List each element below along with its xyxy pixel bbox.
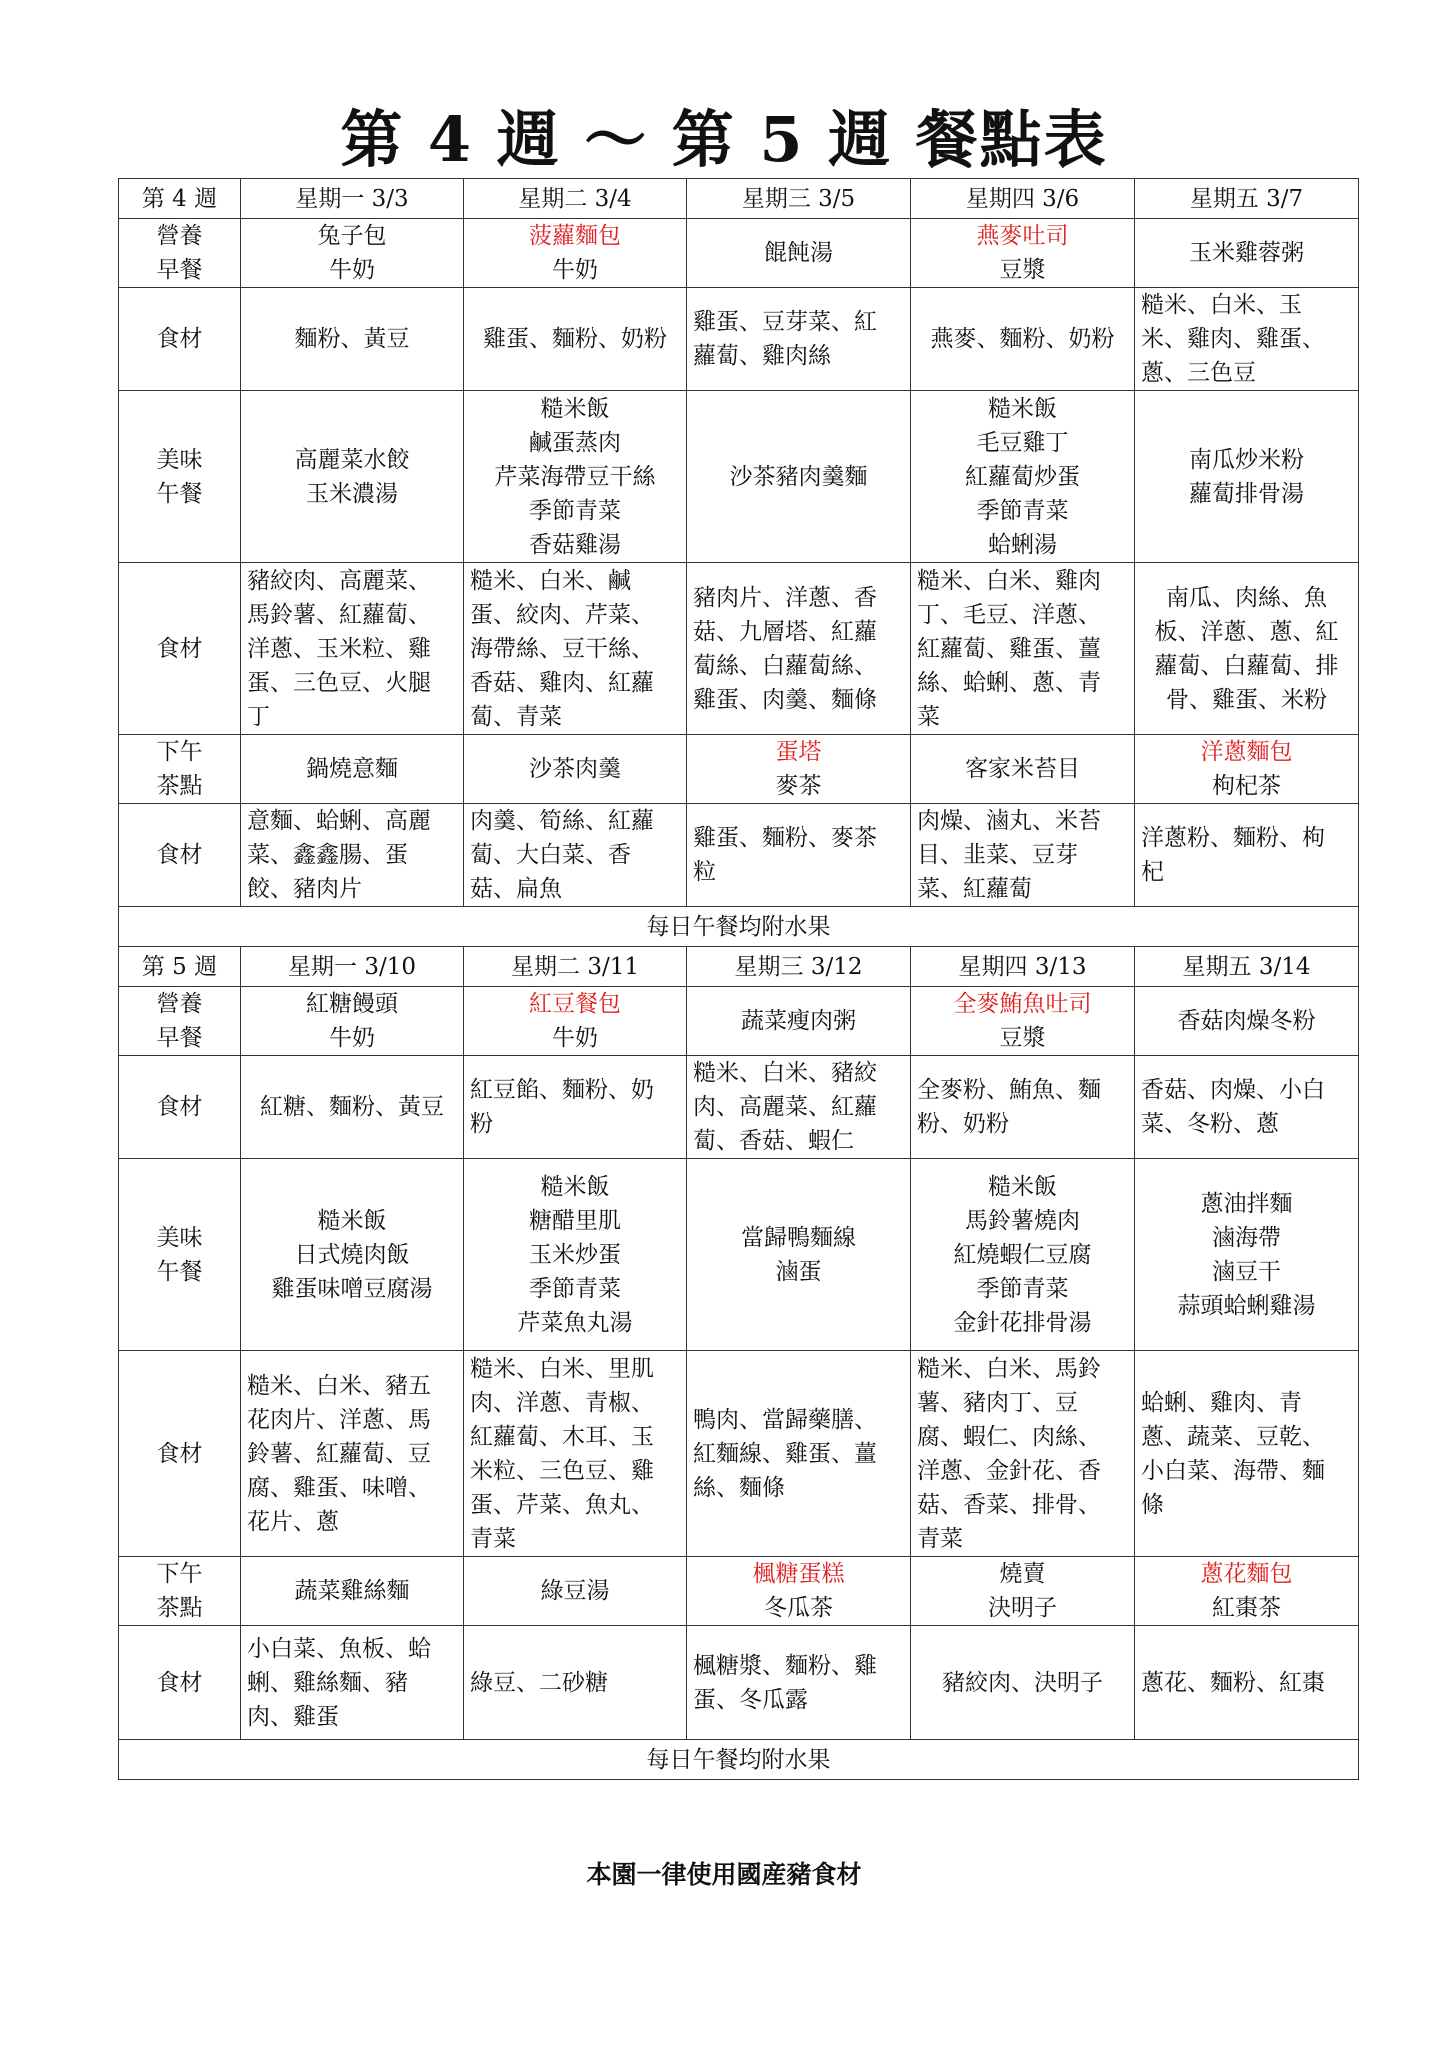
menu-item: 沙茶肉羹	[529, 756, 621, 782]
lunch-ingredients-row	[119, 1351, 1359, 1557]
menu-item: 餛飩湯	[764, 240, 833, 266]
ingredient-line: 米粒、三色豆、雞	[470, 1457, 654, 1484]
fruit-note-text: 每日午餐均附水果	[646, 913, 831, 940]
ingredient-line: 全麥粉、鮪魚、麵	[917, 1077, 1101, 1103]
menu-item: 季節青菜	[529, 1275, 621, 1302]
ingredient-line: 洋蔥、玉米粒、雞	[247, 635, 431, 662]
breakfast-cell	[1135, 219, 1359, 288]
breakfast-cell	[911, 219, 1135, 288]
menu-item: 滷豆干	[1212, 1258, 1281, 1285]
menu-item: 玉米炒蛋	[529, 1241, 621, 1268]
lunch-ingredients-cell	[241, 1351, 464, 1557]
ingredient-line: 雞蛋、肉羹、麵條	[693, 686, 877, 713]
lunch-row	[119, 391, 1359, 563]
ingredient-line: 糙米、白米、馬鈴	[917, 1355, 1101, 1382]
week-header-row	[119, 947, 1359, 987]
ingredient-line: 豬絞肉、決明子	[942, 1669, 1103, 1696]
menu-item: 玉米雞蓉粥	[1189, 240, 1304, 266]
day-header	[241, 947, 464, 987]
fruit-note	[119, 1740, 1359, 1780]
ingredient-line: 菜、紅蘿蔔	[917, 876, 1032, 902]
page-title: 第 4 週 ～ 第 5 週 餐點表	[340, 103, 1108, 176]
ingredient-line: 南瓜、肉絲、魚	[1166, 584, 1327, 611]
ingredient-line: 蔥、蔬菜、豆乾、	[1141, 1423, 1325, 1450]
ingredient-line: 洋蔥粉、麵粉、枸	[1141, 825, 1325, 851]
row-label-text: 早餐	[156, 1025, 203, 1051]
menu-item: 綠豆湯	[540, 1578, 610, 1604]
menu-item: 蔬菜雞絲麵	[294, 1578, 410, 1604]
day-header	[687, 947, 911, 987]
menu-item: 季節青菜	[976, 497, 1069, 524]
menu-item: 兔子包	[317, 223, 387, 249]
featured-item: 菠蘿麵包	[529, 223, 621, 249]
week-label-text: 第 4 週	[141, 185, 218, 212]
ingredient-line: 目、韭菜、豆芽	[917, 842, 1078, 868]
day-header-text: 星期五 3/14	[1182, 953, 1311, 980]
ingredient-line: 肉、高麗菜、紅蘿	[693, 1094, 877, 1120]
lunch-cell	[241, 1159, 464, 1351]
lunch-ingredients-cell	[464, 563, 687, 735]
snack-ingredients-cell	[464, 1626, 687, 1740]
breakfast-cell	[687, 987, 911, 1056]
lunch-ingredients-cell	[687, 563, 911, 735]
lunch-cell	[464, 1159, 687, 1351]
breakfast-ingredients-row	[119, 1056, 1359, 1159]
day-header	[911, 179, 1135, 219]
ingredient-line: 蛋、芹菜、魚丸、	[470, 1491, 654, 1518]
snack-cell	[1135, 1557, 1359, 1626]
menu-item: 糖醋里肌	[529, 1207, 621, 1234]
ingredient-line: 粉、奶粉	[917, 1111, 1009, 1137]
ingredient-line: 糙米、白米、里肌	[470, 1355, 654, 1382]
snack-row	[119, 735, 1359, 804]
ingredient-line: 蛋、三色豆、火腿	[247, 669, 431, 696]
row-label	[119, 1159, 241, 1351]
breakfast-ingredients-cell	[687, 1056, 911, 1159]
menu-item: 糙米飯	[540, 395, 610, 422]
menu-item: 蒜頭蛤蜊雞湯	[1177, 1292, 1316, 1319]
row-label-text: 食材	[156, 1094, 203, 1120]
row-label-text: 茶點	[156, 1595, 203, 1621]
day-header	[464, 179, 687, 219]
breakfast-row	[119, 987, 1359, 1056]
row-label-text: 午餐	[156, 480, 203, 507]
row-label-text: 食材	[156, 635, 203, 662]
row-label-text: 營養	[156, 991, 203, 1017]
ingredient-line: 香菇、肉燥、小白	[1141, 1077, 1325, 1103]
ingredient-line: 糙米、白米、豬絞	[693, 1060, 877, 1086]
menu-item: 紅棗茶	[1212, 1595, 1281, 1621]
ingredient-line: 菇、香菜、排骨、	[917, 1491, 1101, 1518]
row-label-text: 下午	[156, 1561, 203, 1587]
ingredient-line: 蔥花、麵粉、紅棗	[1141, 1669, 1325, 1696]
menu-item: 牛奶	[552, 257, 598, 283]
day-header-text: 星期二 3/4	[518, 185, 632, 212]
row-label-text: 食材	[156, 1669, 203, 1696]
ingredient-line: 蔔、青菜	[470, 703, 562, 730]
ingredient-line: 餃、豬肉片	[247, 876, 362, 902]
menu-item: 季節青菜	[976, 1275, 1069, 1302]
ingredient-line: 意麵、蛤蜊、高麗	[247, 808, 431, 834]
ingredient-line: 肉羹、筍絲、紅蘿	[470, 808, 654, 834]
lunch-cell	[464, 391, 687, 563]
featured-item: 燕麥吐司	[976, 223, 1069, 249]
ingredient-line: 板、洋蔥、蔥、紅	[1154, 618, 1339, 645]
menu-item: 香菇肉燥冬粉	[1177, 1008, 1316, 1034]
row-label	[119, 391, 241, 563]
row-label	[119, 735, 241, 804]
snack-cell	[911, 1557, 1135, 1626]
row-label-text: 早餐	[156, 257, 203, 283]
menu-item: 糙米飯	[317, 1207, 387, 1234]
ingredient-line: 杞	[1141, 859, 1164, 885]
menu-item: 麥茶	[775, 773, 822, 799]
lunch-cell	[911, 391, 1135, 563]
ingredient-line: 紅蘿蔔、雞蛋、薑	[917, 635, 1101, 662]
meal-schedule-table	[118, 178, 1359, 1780]
menu-item: 紅燒蝦仁豆腐	[953, 1241, 1092, 1268]
snack-cell	[687, 735, 911, 804]
ingredient-line: 小白菜、魚板、蛤	[247, 1635, 431, 1662]
featured-item: 紅豆餐包	[529, 991, 621, 1017]
breakfast-ingredients-cell	[241, 1056, 464, 1159]
ingredient-line: 青菜	[917, 1525, 963, 1552]
lunch-ingredients-cell	[911, 563, 1135, 735]
menu-item: 紅糖饅頭	[306, 991, 398, 1017]
breakfast-cell	[464, 987, 687, 1056]
ingredient-line: 小白菜、海帶、麵	[1141, 1457, 1325, 1484]
menu-item: 燒賣	[999, 1561, 1046, 1587]
lunch-ingredients-cell	[911, 1351, 1135, 1557]
day-header	[911, 947, 1135, 987]
menu-item: 滷海帶	[1212, 1224, 1281, 1251]
ingredient-line: 菇、九層塔、紅蘿	[693, 618, 877, 645]
ingredient-line: 豬絞肉、高麗菜、	[247, 567, 431, 594]
snack-cell	[464, 1557, 687, 1626]
ingredient-line: 米、雞肉、雞蛋、	[1141, 326, 1325, 352]
featured-item: 洋蔥麵包	[1200, 739, 1293, 765]
ingredient-line: 菇、扁魚	[470, 876, 562, 902]
snack-cell	[1135, 735, 1359, 804]
ingredient-line: 糙米、白米、玉	[1141, 292, 1302, 318]
lunch-row	[119, 1159, 1359, 1351]
ingredient-line: 糙米、白米、雞肉	[917, 567, 1101, 594]
ingredient-line: 紅麵線、雞蛋、薑	[693, 1440, 877, 1467]
fruit-note-row	[119, 1740, 1359, 1780]
snack-ingredients-cell	[911, 804, 1135, 907]
menu-item: 毛豆雞丁	[976, 429, 1069, 456]
ingredient-line: 蔔、香菇、蝦仁	[693, 1128, 854, 1154]
ingredient-line: 肉燥、滷丸、米苔	[917, 808, 1101, 834]
ingredient-line: 蔥、三色豆	[1141, 360, 1256, 386]
menu-item: 香菇雞湯	[529, 531, 621, 558]
menu-item: 牛奶	[329, 257, 375, 283]
day-header-text: 星期一 3/3	[295, 185, 409, 212]
snack-ingredients-cell	[1135, 804, 1359, 907]
row-label	[119, 1351, 241, 1557]
ingredient-line: 肉、洋蔥、青椒、	[470, 1389, 654, 1416]
breakfast-ingredients-cell	[1135, 288, 1359, 391]
snack-cell	[687, 1557, 911, 1626]
menu-item: 南瓜炒米粉	[1189, 446, 1304, 473]
menu-item: 豆漿	[999, 1025, 1046, 1051]
ingredient-line: 蔔絲、白蘿蔔絲、	[693, 652, 877, 679]
week-label-text: 第 5 週	[141, 953, 218, 980]
row-label	[119, 804, 241, 907]
ingredient-line: 蛋、絞肉、芹菜、	[470, 601, 654, 628]
lunch-cell	[1135, 1159, 1359, 1351]
menu-item: 日式燒肉飯	[294, 1241, 410, 1268]
ingredient-line: 絲、麵條	[693, 1474, 785, 1501]
menu-item: 枸杞茶	[1212, 773, 1281, 799]
ingredient-line: 粉	[470, 1111, 493, 1137]
breakfast-ingredients-cell	[911, 288, 1135, 391]
fruit-note-text: 每日午餐均附水果	[646, 1746, 831, 1773]
ingredient-line: 薯、豬肉丁、豆	[917, 1389, 1078, 1416]
row-label-text: 茶點	[156, 773, 203, 799]
menu-item: 雞蛋味噌豆腐湯	[271, 1275, 433, 1302]
menu-item: 鹹蛋蒸肉	[529, 429, 621, 456]
day-header-text: 星期三 3/5	[741, 185, 856, 212]
menu-item: 牛奶	[329, 1025, 375, 1051]
ingredient-line: 蛋、冬瓜露	[693, 1686, 808, 1713]
menu-item: 牛奶	[552, 1025, 598, 1051]
snack-ingredients-cell	[464, 804, 687, 907]
featured-item: 全麥鮪魚吐司	[953, 991, 1092, 1017]
snack-ingredients-row	[119, 1626, 1359, 1740]
snack-ingredients-cell	[241, 804, 464, 907]
snack-ingredients-row	[119, 804, 1359, 907]
day-header	[1135, 179, 1359, 219]
breakfast-cell	[241, 987, 464, 1056]
ingredient-line: 粒	[693, 859, 716, 885]
lunch-cell	[1135, 391, 1359, 563]
snack-row	[119, 1557, 1359, 1626]
ingredient-line: 綠豆、二砂糖	[470, 1669, 608, 1696]
breakfast-cell	[464, 219, 687, 288]
ingredient-line: 紅豆餡、麵粉、奶	[470, 1077, 654, 1103]
ingredient-line: 鴨肉、當歸藥膳、	[693, 1406, 877, 1433]
snack-cell	[911, 735, 1135, 804]
row-label-text: 午餐	[156, 1258, 203, 1285]
row-label-text: 美味	[156, 446, 203, 473]
menu-item: 馬鈴薯燒肉	[965, 1207, 1080, 1234]
week-header-row	[119, 179, 1359, 219]
ingredient-line: 菜、鑫鑫腸、蛋	[247, 842, 408, 868]
breakfast-cell	[911, 987, 1135, 1056]
row-label	[119, 1056, 241, 1159]
ingredient-line: 雞蛋、豆芽菜、紅	[693, 309, 877, 335]
lunch-ingredients-cell	[687, 1351, 911, 1557]
row-label	[119, 987, 241, 1056]
ingredient-line: 蘿蔔、雞肉絲	[693, 343, 831, 369]
breakfast-cell	[241, 219, 464, 288]
row-label	[119, 288, 241, 391]
day-header	[687, 179, 911, 219]
menu-item: 糙米飯	[540, 1173, 610, 1200]
menu-item: 當歸鴨麵線	[741, 1224, 856, 1251]
day-header-text: 星期四 3/6	[965, 185, 1080, 212]
snack-cell	[464, 735, 687, 804]
ingredient-line: 菜、冬粉、蔥	[1141, 1111, 1279, 1137]
ingredient-line: 丁、毛豆、洋蔥、	[917, 601, 1101, 628]
breakfast-ingredients-cell	[464, 288, 687, 391]
lunch-cell	[911, 1159, 1135, 1351]
menu-item: 決明子	[988, 1595, 1057, 1621]
fruit-note	[119, 907, 1359, 947]
row-label	[119, 219, 241, 288]
ingredient-line: 肉、雞蛋	[247, 1703, 339, 1730]
ingredient-line: 蛤蜊、雞肉、青	[1141, 1389, 1302, 1416]
day-header	[241, 179, 464, 219]
breakfast-ingredients-row	[119, 288, 1359, 391]
row-label-text: 營養	[156, 223, 203, 249]
menu-item: 蘿蔔排骨湯	[1189, 480, 1304, 507]
ingredient-line: 雞蛋、麵粉、麥茶	[693, 825, 877, 851]
breakfast-ingredients-cell	[911, 1056, 1135, 1159]
ingredient-line: 香菇、雞肉、紅蘿	[470, 669, 654, 696]
ingredient-line: 麵粉、黃豆	[294, 326, 410, 352]
menu-item: 紅蘿蔔炒蛋	[965, 463, 1080, 490]
lunch-ingredients-cell	[241, 563, 464, 735]
featured-item: 楓糖蛋糕	[752, 1561, 845, 1587]
lunch-cell	[687, 1159, 911, 1351]
menu-item: 金針花排骨湯	[953, 1309, 1092, 1336]
lunch-ingredients-cell	[464, 1351, 687, 1557]
day-header-text: 星期四 3/13	[958, 953, 1087, 980]
row-label-text: 下午	[156, 739, 203, 765]
ingredient-line: 腐、蝦仁、肉絲、	[917, 1423, 1101, 1450]
day-header-text: 星期三 3/12	[734, 953, 863, 980]
ingredient-line: 蔔、大白菜、香	[470, 842, 631, 868]
menu-item: 客家米苔目	[965, 756, 1080, 782]
ingredient-line: 絲、蛤蜊、蔥、青	[917, 669, 1101, 696]
lunch-cell	[687, 391, 911, 563]
ingredient-line: 丁	[247, 703, 270, 730]
menu-item: 糙米飯	[988, 395, 1057, 422]
breakfast-cell	[1135, 987, 1359, 1056]
menu-item: 芹菜海帶豆干絲	[494, 463, 656, 490]
ingredient-line: 雞蛋、麵粉、奶粉	[483, 326, 667, 352]
day-header	[464, 947, 687, 987]
ingredient-line: 糙米、白米、豬五	[247, 1372, 431, 1399]
breakfast-row	[119, 219, 1359, 288]
ingredient-line: 燕麥、麵粉、奶粉	[930, 326, 1115, 352]
lunch-ingredients-cell	[1135, 563, 1359, 735]
row-label	[119, 563, 241, 735]
week-label	[119, 947, 241, 987]
menu-item: 冬瓜茶	[764, 1595, 833, 1621]
snack-ingredients-cell	[687, 1626, 911, 1740]
ingredient-line: 骨、雞蛋、米粉	[1166, 686, 1327, 713]
day-header-text: 星期二 3/11	[511, 953, 639, 980]
snack-cell	[241, 735, 464, 804]
day-header	[1135, 947, 1359, 987]
lunch-ingredients-row	[119, 563, 1359, 735]
breakfast-ingredients-cell	[687, 288, 911, 391]
snack-ingredients-cell	[687, 804, 911, 907]
row-label	[119, 1626, 241, 1740]
week-label	[119, 179, 241, 219]
breakfast-ingredients-cell	[241, 288, 464, 391]
menu-item: 玉米濃湯	[306, 480, 398, 507]
ingredient-line: 紅蘿蔔、木耳、玉	[470, 1423, 654, 1450]
breakfast-cell	[687, 219, 911, 288]
featured-item: 蔥花麵包	[1200, 1561, 1293, 1587]
ingredient-line: 糙米、白米、鹹	[470, 567, 631, 594]
ingredient-line: 楓糖漿、麵粉、雞	[693, 1652, 877, 1679]
lunch-ingredients-cell	[1135, 1351, 1359, 1557]
ingredient-line: 花肉片、洋蔥、馬	[247, 1406, 431, 1433]
snack-ingredients-cell	[1135, 1626, 1359, 1740]
menu-item: 豆漿	[999, 257, 1046, 283]
footer-note: 本園一律使用國産豬食材	[586, 1860, 862, 1889]
day-header-text: 星期五 3/7	[1189, 185, 1304, 212]
ingredient-line: 紅糖、麵粉、黃豆	[260, 1094, 444, 1120]
snack-ingredients-cell	[241, 1626, 464, 1740]
snack-cell	[241, 1557, 464, 1626]
ingredient-line: 青菜	[470, 1525, 516, 1552]
lunch-cell	[241, 391, 464, 563]
menu-item: 糙米飯	[988, 1173, 1057, 1200]
snack-ingredients-cell	[911, 1626, 1135, 1740]
breakfast-ingredients-cell	[1135, 1056, 1359, 1159]
breakfast-ingredients-cell	[464, 1056, 687, 1159]
day-header-text: 星期一 3/10	[288, 953, 416, 980]
ingredient-line: 花片、蔥	[247, 1508, 339, 1535]
menu-item: 蔥油拌麵	[1200, 1190, 1293, 1217]
fruit-note-row	[119, 907, 1359, 947]
ingredient-line: 馬鈴薯、紅蘿蔔、	[247, 601, 431, 628]
row-label-text: 食材	[156, 1440, 203, 1467]
ingredient-line: 豬肉片、洋蔥、香	[693, 584, 877, 611]
row-label-text: 食材	[156, 842, 203, 868]
ingredient-line: 蜊、雞絲麵、豬	[247, 1669, 408, 1696]
menu-item: 鍋燒意麵	[306, 756, 398, 782]
menu-item: 蔬菜瘦肉粥	[741, 1008, 856, 1034]
ingredient-line: 蘿蔔、白蘿蔔、排	[1154, 652, 1339, 679]
ingredient-line: 洋蔥、金針花、香	[917, 1457, 1101, 1484]
ingredient-line: 菜	[917, 703, 940, 730]
row-label-text: 美味	[156, 1224, 203, 1251]
row-label-text: 食材	[156, 326, 203, 352]
row-label	[119, 1557, 241, 1626]
menu-item: 高麗菜水餃	[294, 446, 410, 473]
menu-item: 芹菜魚丸湯	[517, 1309, 633, 1336]
ingredient-line: 腐、雞蛋、味噌、	[247, 1474, 431, 1501]
menu-item: 滷蛋	[775, 1258, 822, 1285]
ingredient-line: 海帶絲、豆干絲、	[470, 635, 654, 662]
ingredient-line: 條	[1141, 1491, 1164, 1518]
menu-item: 沙茶豬肉羹麵	[729, 463, 868, 490]
menu-item: 蛤蜊湯	[988, 531, 1057, 558]
menu-item: 季節青菜	[529, 497, 621, 524]
ingredient-line: 鈴薯、紅蘿蔔、豆	[247, 1440, 431, 1467]
featured-item: 蛋塔	[775, 739, 822, 765]
